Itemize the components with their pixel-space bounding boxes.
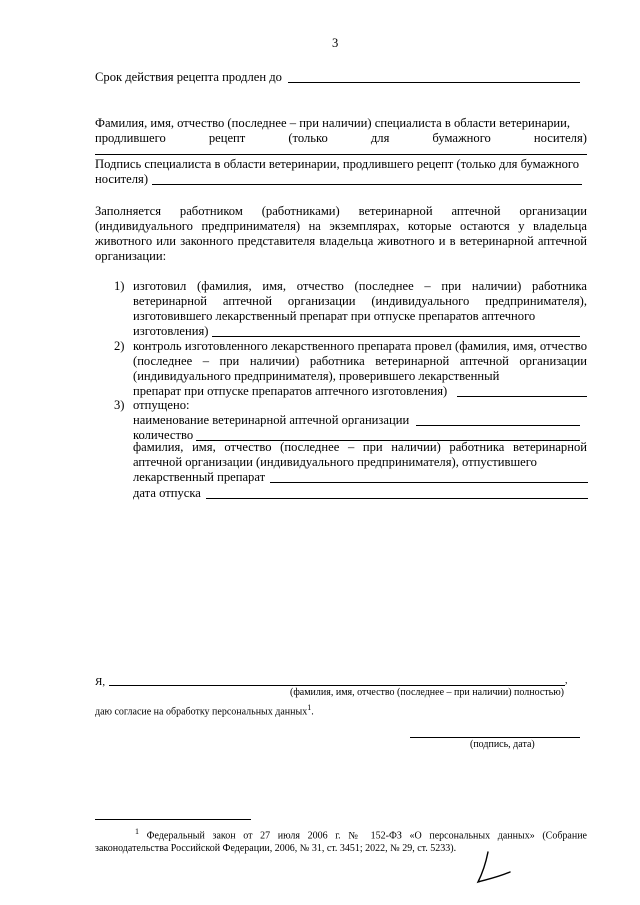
item-2-number: 2) [114,339,125,353]
consent-comma: , [565,675,568,686]
item-1-tail: изготовления) [133,324,209,338]
signature-caption: (подпись, дата) [470,739,535,750]
pharmacy-name-label: наименование ветеринарной аптечной организации [133,413,410,427]
item-2-field[interactable] [457,396,587,397]
item-1-text: изготовил (фамилия, имя, отчество (последнее – при наличии) работника ветеринарной аптечной организации (индивидуального предпринимателя), изготовившего лекарственный препарат при отпуске препаратов аптечного [133,279,587,323]
item-2-tail: препарат при отпуске препаратов аптечного изготовления) [133,384,448,398]
consent-signature-field[interactable] [410,737,580,738]
consent-name-field[interactable] [109,685,565,686]
extender-name-line2: продлившего рецепт (только для бумажного носителя) [95,131,587,145]
extender-signature-label: Подпись специалиста в области ветеринарии, продлившего рецепт (только для бумажного носителя) [95,157,580,186]
extender-name-field[interactable] [95,154,587,155]
filled-by-paragraph: Заполняется работником (работниками) ветеринарной аптечной организации (индивидуального предпринимателя) на экземплярах, которые остаются у владельца животного или законного представителя владельца животного и в ветеринарной аптечной организации: [95,204,587,263]
item-3-text: отпущено: [133,398,190,412]
item-2-text: контроль изготовленного лекарственного препарата провел (фамилия, имя, отчество (последнее – при наличии) работника ветеринарной аптечной организации (индивидуального предпринимателя), проверившего лекарственный [133,339,587,383]
consent-text: даю согласие на обработку персональных данных$^1$. [95,703,314,718]
footnote-mark: 1 [135,827,139,836]
consent-name-caption: (фамилия, имя, отчество (последнее – при наличии) полностью) [289,687,564,698]
issuer-label: фамилия, имя, отчество (последнее – при наличии) работника ветеринарной аптечной организации (индивидуального предпринимателя), отпустившего [133,440,587,469]
page-number: 3 [332,36,339,50]
item-1-field[interactable] [212,336,580,337]
pharmacy-name-field[interactable] [416,425,580,426]
extension-label: Срок действия рецепта продлен до [95,70,282,84]
extender-signature-field[interactable] [152,184,582,185]
issue-date-field[interactable] [206,498,588,499]
footnote: $^1$ Федеральный закон от 27 июля 2006 г. № 152-ФЗ «О персональных данных» (Собрание законодательства Российской Федерации, 2006, № 31, ст. 3451; 2022, № 29, ст. 5233). [95,827,587,855]
consent-ya: Я, [95,676,106,688]
item-1-number: 1) [114,279,125,293]
footnote-ref: 1 [307,703,312,712]
footnote-separator [95,819,251,820]
issue-date-label: дата отпуска [133,486,201,500]
quantity-label: количество [133,428,194,442]
extension-date-field[interactable] [288,82,580,83]
handwritten-initial [470,848,520,888]
extender-name-label: Фамилия, имя, отчество (последнее – при наличии) специалиста в области ветеринарии, продлившего рецепт (только для бумажного носителя) [95,116,587,145]
item-3-number: 3) [114,398,125,412]
issuer-field[interactable] [270,482,588,483]
issuer-tail: лекарственный препарат [133,470,266,484]
